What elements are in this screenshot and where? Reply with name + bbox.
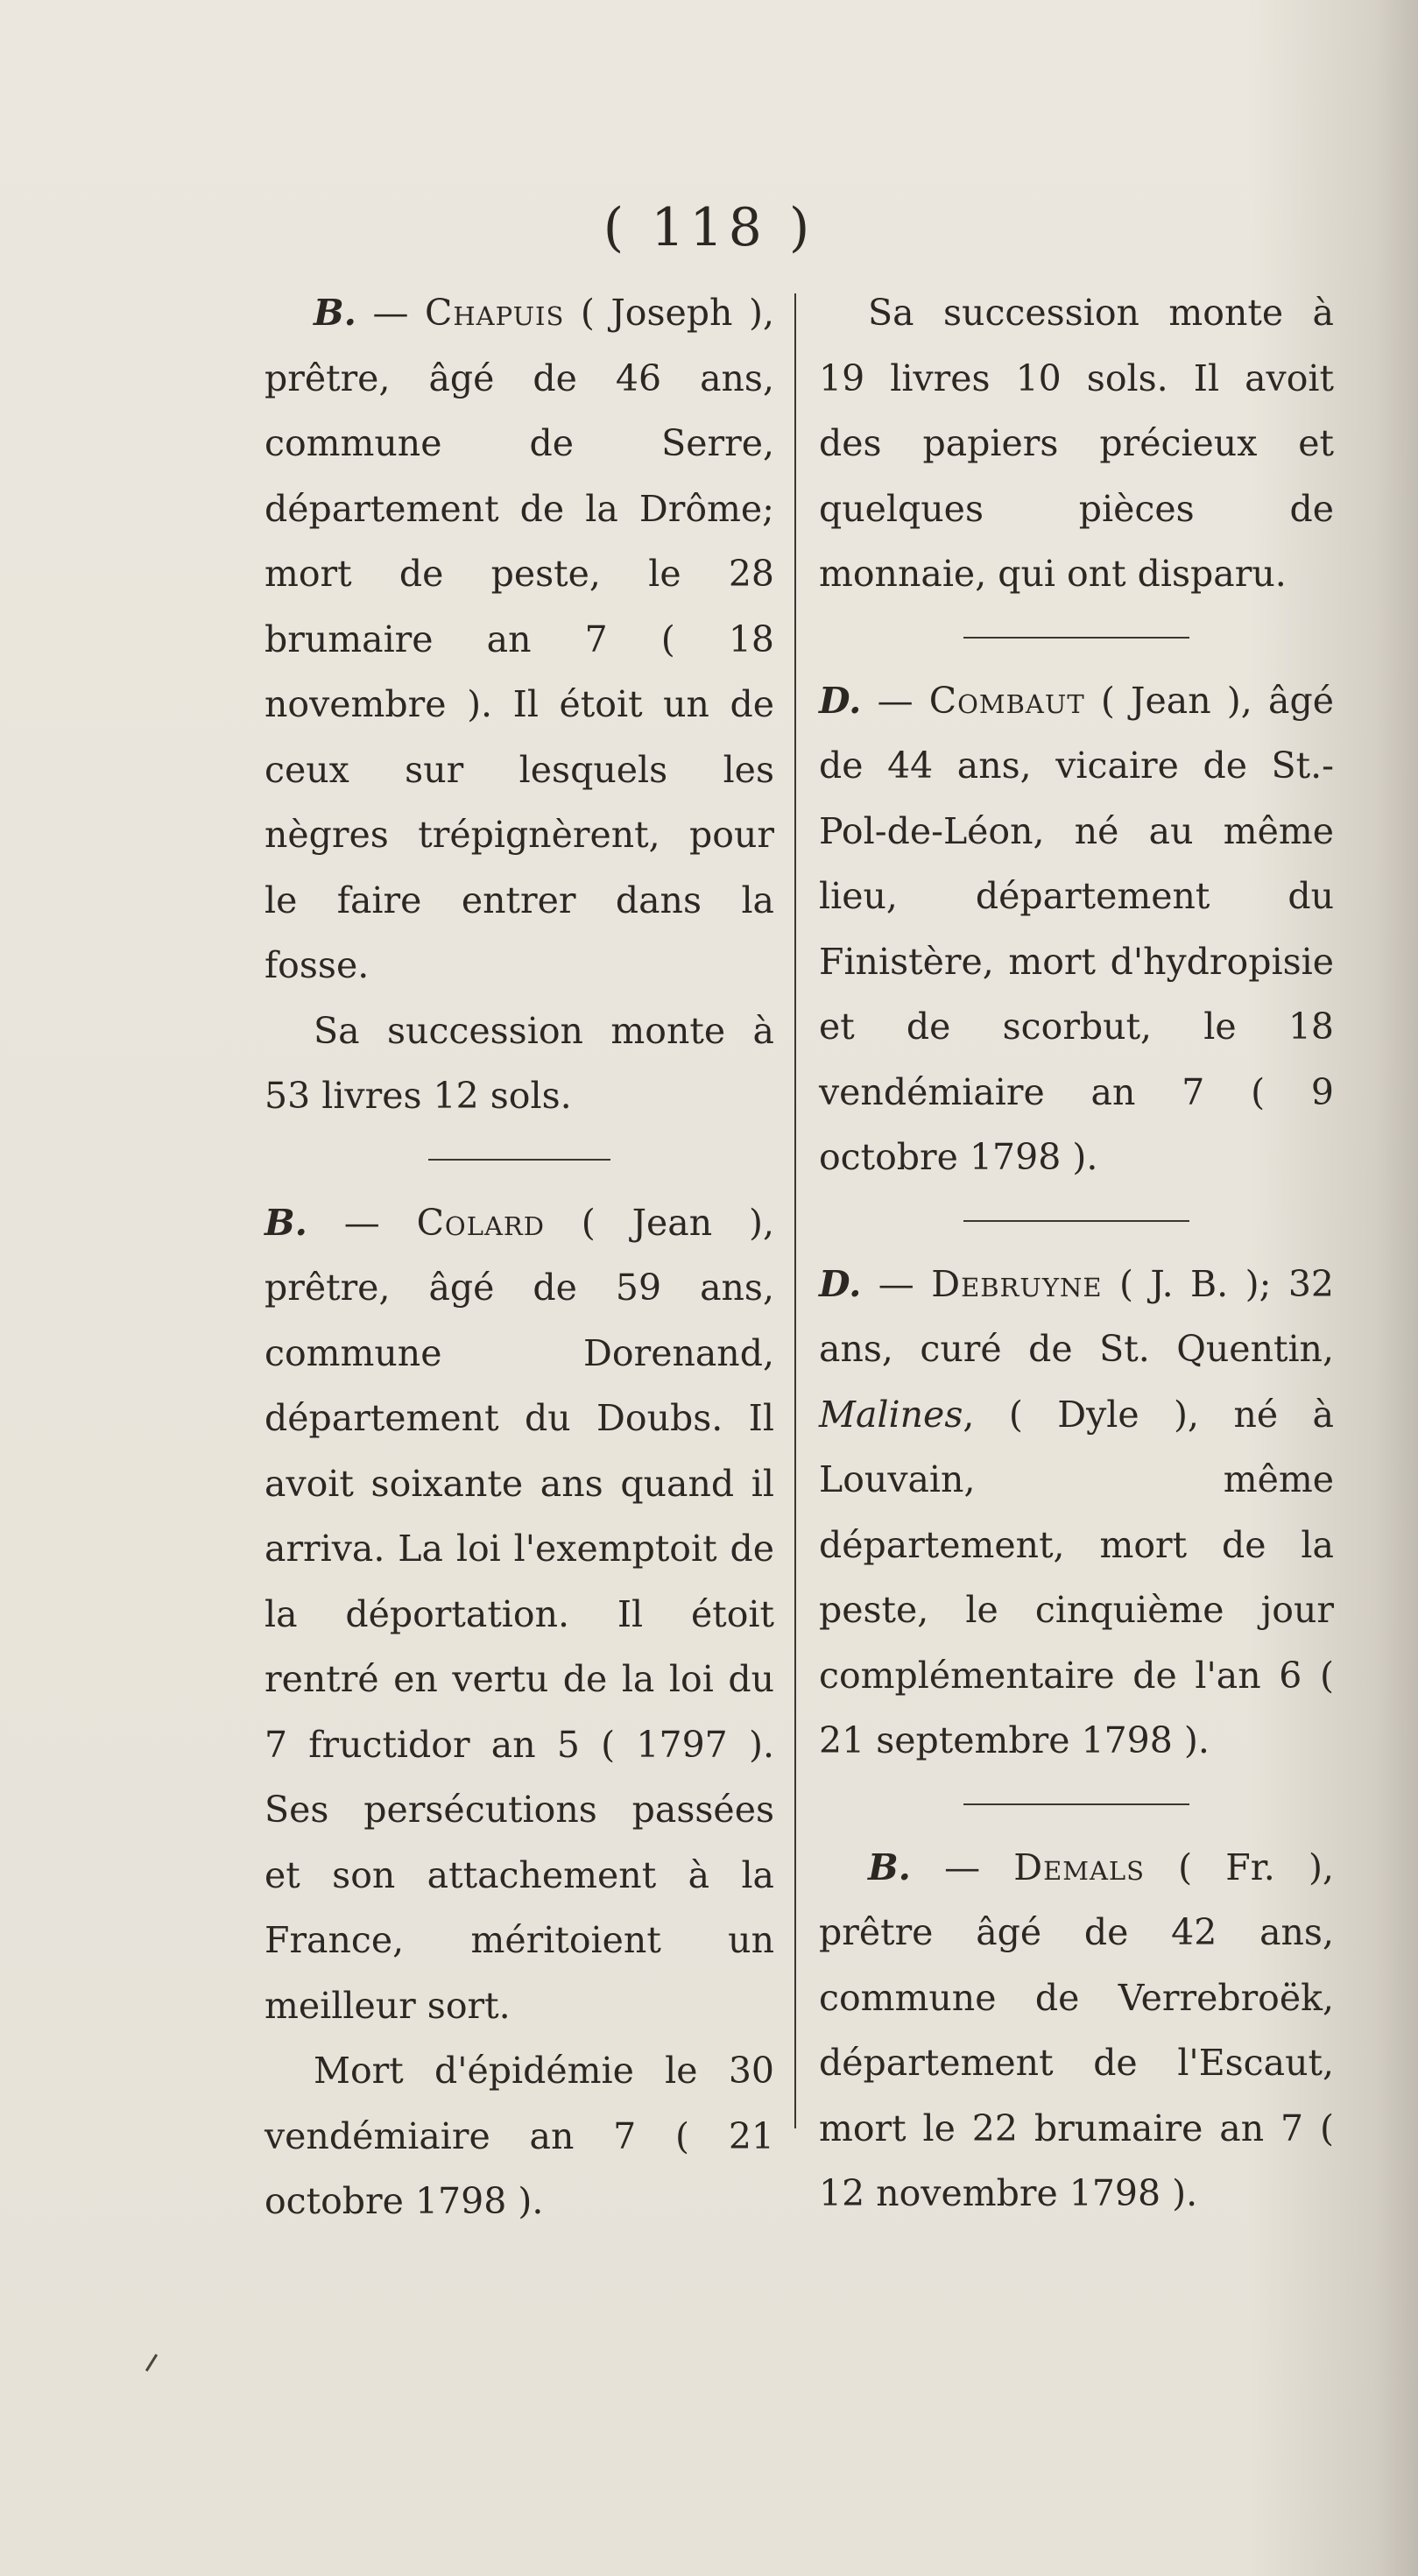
entry-dash: — bbox=[910, 1846, 1014, 1888]
entry-letter: B. bbox=[314, 292, 356, 334]
entry-demals bbox=[819, 1835, 1334, 2227]
entry-continuation bbox=[819, 280, 1334, 607]
entry-body: ( Joseph ), prêtre, âgé de 46 ans, commune de Serre, département de la Drôme; mort de peste, le 28 brumaire an 7 ( 18 novembre ). Il étoit un de ceux sur lesquels les nègres trépignèrent, pour le faire entrer dans la fosse. bbox=[265, 292, 774, 986]
separator-rule bbox=[428, 1159, 610, 1161]
entry-dash: — bbox=[861, 679, 929, 722]
entry-text bbox=[265, 1190, 774, 2039]
continuation-text: Sa succession monte à 19 livres 10 sols. Il avoit des papiers précieux et quelques pièces de monnaie, qui ont disparu. bbox=[819, 292, 1334, 595]
separator-rule bbox=[963, 637, 1189, 639]
entry-letter: B. bbox=[265, 1201, 307, 1244]
entry-place-italic: Malines bbox=[819, 1393, 963, 1436]
left-column bbox=[265, 280, 774, 2234]
entry-text bbox=[819, 668, 1334, 1190]
entry-body: ( Jean ), âgé de 44 ans, vicaire de St.-Pol-de-Léon, né au même lieu, département du Finistère, mort d'hydropisie et de scorbut, le 18 vendémiaire an 7 ( 9 octobre 1798 ). bbox=[819, 679, 1334, 1178]
entry-name: Demals bbox=[1013, 1846, 1146, 1888]
entry-dash: — bbox=[307, 1201, 417, 1244]
entry-text bbox=[265, 280, 774, 999]
entry-dash: — bbox=[861, 1262, 932, 1305]
entry-letter: D. bbox=[819, 679, 862, 722]
entry-body-b: , ( Dyle ), né à Louvain, même département, mort de la peste, le cinquième jour complémentaire de l'an 6 ( 21 septembre 1798 ). bbox=[819, 1393, 1334, 1761]
entry-name: Colard bbox=[416, 1201, 545, 1244]
entry-death: Mort d'épidémie le 30 vendémiaire an 7 ( 21 octobre 1798 ). bbox=[265, 2050, 774, 2222]
separator-rule bbox=[963, 1220, 1189, 1222]
entry-name: Debruyne bbox=[931, 1262, 1103, 1305]
entry-colard bbox=[265, 1190, 774, 2234]
entry-name: Chapuis bbox=[424, 292, 565, 334]
entry-body-a: ( J. B. ); 32 ans, curé de St. Quentin, bbox=[819, 1262, 1334, 1370]
entry-name: Combaut bbox=[928, 679, 1085, 722]
column-divider bbox=[794, 293, 796, 2128]
entry-letter: D. bbox=[819, 1262, 862, 1305]
page-number: ( 118 ) bbox=[603, 197, 815, 258]
entry-body: ( Fr. ), prêtre âgé de 42 ans, commune de Verrebroëk, département de l'Escaut, mort le 22 brumaire an 7 ( 12 novembre 1798 ). bbox=[819, 1846, 1334, 2214]
entry-text bbox=[819, 1252, 1334, 1774]
separator-rule bbox=[963, 1803, 1189, 1805]
entry-combaut bbox=[819, 668, 1334, 1190]
right-column bbox=[819, 280, 1334, 2227]
entry-text bbox=[819, 1835, 1334, 2227]
entry-succession: Sa succession monte à 53 livres 12 sols. bbox=[265, 1009, 774, 1117]
entry-body: ( Jean ), prêtre, âgé de 59 ans, commune Dorenand, département du Doubs. Il avoit soixante ans quand il arriva. La loi l'exemptoit de la déportation. Il étoit rentré en vertu de la loi du 7 fructidor an 5 ( 1797 ). Ses persécutions passées et son attachement à la France, méritoient un meilleur sort. bbox=[265, 1201, 774, 2027]
entry-chapuis bbox=[265, 280, 774, 1129]
entry-dash: — bbox=[356, 292, 425, 334]
entry-letter: B. bbox=[868, 1846, 911, 1888]
ink-mark bbox=[145, 2354, 158, 2371]
entry-debruyne bbox=[819, 1252, 1334, 1774]
